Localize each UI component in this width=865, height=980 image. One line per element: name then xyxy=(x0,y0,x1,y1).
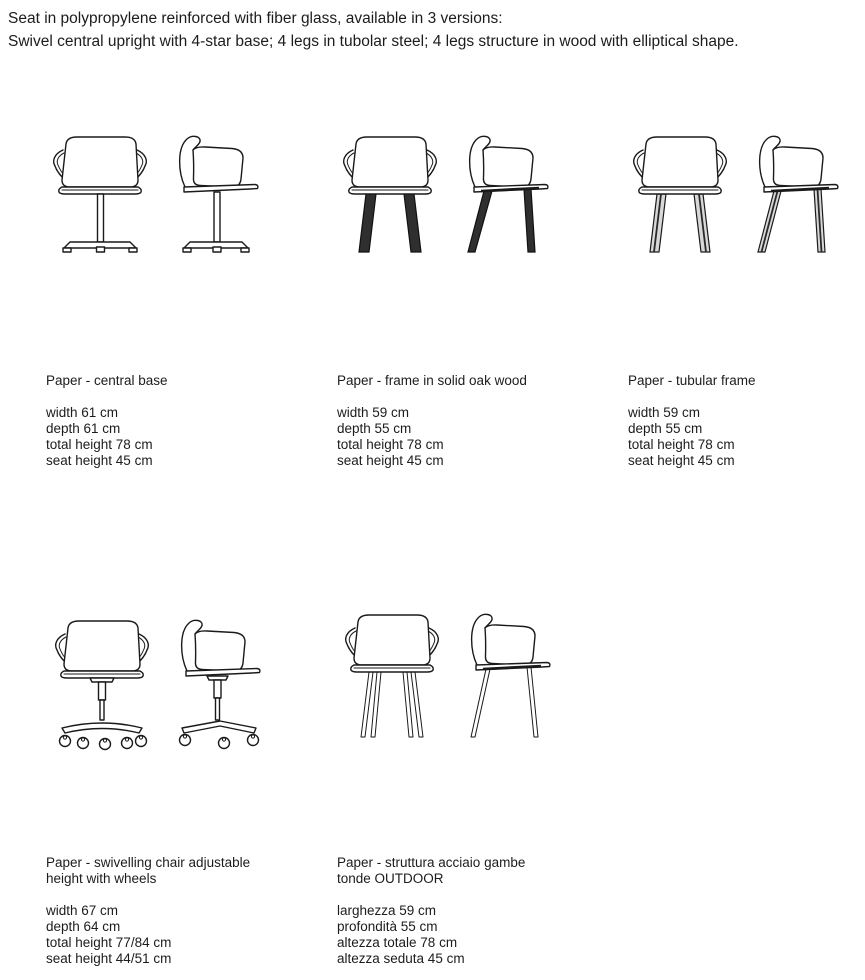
spec-block-oak-wood xyxy=(337,373,607,469)
chair-side-view xyxy=(468,136,548,252)
spec-seat-height: seat height 45 cm xyxy=(628,453,735,468)
product-title-line-2: tonde OUTDOOR xyxy=(337,871,444,886)
spec-total-height: total height 78 cm xyxy=(337,437,444,452)
chair-front-and-side-5-star-casters-icon xyxy=(52,610,262,755)
chair-side-view xyxy=(180,136,258,252)
chair-drawing-tubular-frame xyxy=(630,134,840,260)
chair-drawing-oak-wood-frame xyxy=(340,134,550,260)
chair-front-view xyxy=(56,621,149,750)
spec-depth: depth 61 cm xyxy=(46,421,121,436)
product-title-line-2: height with wheels xyxy=(46,871,157,886)
chair-front-view xyxy=(344,137,437,252)
description-line-1: Seat in polypropylene reinforced with fiber glass, available in 3 versions: xyxy=(8,10,503,27)
chair-drawing-outdoor-steel-legs xyxy=(342,612,552,757)
chair-front-and-side-tubular-legs-icon xyxy=(630,134,840,260)
spec-depth: depth 55 cm xyxy=(337,421,412,436)
spec-width: larghezza 59 cm xyxy=(337,903,437,918)
chair-front-and-side-pedestal-4-star-base-icon xyxy=(50,134,260,260)
product-title: Paper - central base xyxy=(46,373,168,388)
spec-total-height: total height 78 cm xyxy=(628,437,735,452)
spec-seat-height: seat height 45 cm xyxy=(337,453,444,468)
description-line-2: Swivel central upright with 4-star base; 4 legs in tubolar steel; 4 legs structure in wood with elliptical shape. xyxy=(8,33,739,50)
spec-seat-height: seat height 44/51 cm xyxy=(46,951,172,966)
spec-total-height: altezza totale 78 cm xyxy=(337,935,458,950)
spec-block-central-base xyxy=(46,373,316,469)
page-description xyxy=(8,7,739,53)
spec-seat-height: altezza seduta 45 cm xyxy=(337,951,465,966)
product-title-line-1: Paper - swivelling chair adjustable xyxy=(46,855,251,870)
spec-depth: depth 64 cm xyxy=(46,919,121,934)
spec-depth: profondità 55 cm xyxy=(337,919,438,934)
spec-block-outdoor xyxy=(337,855,607,967)
spec-total-height: total height 77/84 cm xyxy=(46,935,172,950)
product-title: Paper - tubular frame xyxy=(628,373,756,388)
chair-side-view xyxy=(471,614,550,737)
chair-front-view xyxy=(54,137,147,252)
product-title-line-1: Paper - struttura acciaio gambe xyxy=(337,855,526,870)
spec-seat-height: seat height 45 cm xyxy=(46,453,153,468)
spec-depth: depth 55 cm xyxy=(628,421,703,436)
spec-total-height: total height 78 cm xyxy=(46,437,153,452)
chair-side-view xyxy=(180,620,260,748)
spec-block-swivel-wheels xyxy=(46,855,316,967)
chair-drawing-central-base xyxy=(50,134,260,260)
chair-front-and-side-wood-legs-icon xyxy=(340,134,550,260)
chair-side-view xyxy=(758,136,838,252)
chair-front-view xyxy=(634,137,727,252)
chair-front-and-side-round-steel-legs-icon xyxy=(342,612,552,757)
product-title: Paper - frame in solid oak wood xyxy=(337,373,527,388)
spec-width: width 59 cm xyxy=(628,405,701,420)
chair-drawing-swivel-wheels xyxy=(52,610,262,755)
spec-block-tubular xyxy=(628,373,865,469)
chair-front-view xyxy=(346,615,439,737)
spec-width: width 67 cm xyxy=(46,903,119,918)
spec-width: width 59 cm xyxy=(337,405,410,420)
spec-width: width 61 cm xyxy=(46,405,119,420)
